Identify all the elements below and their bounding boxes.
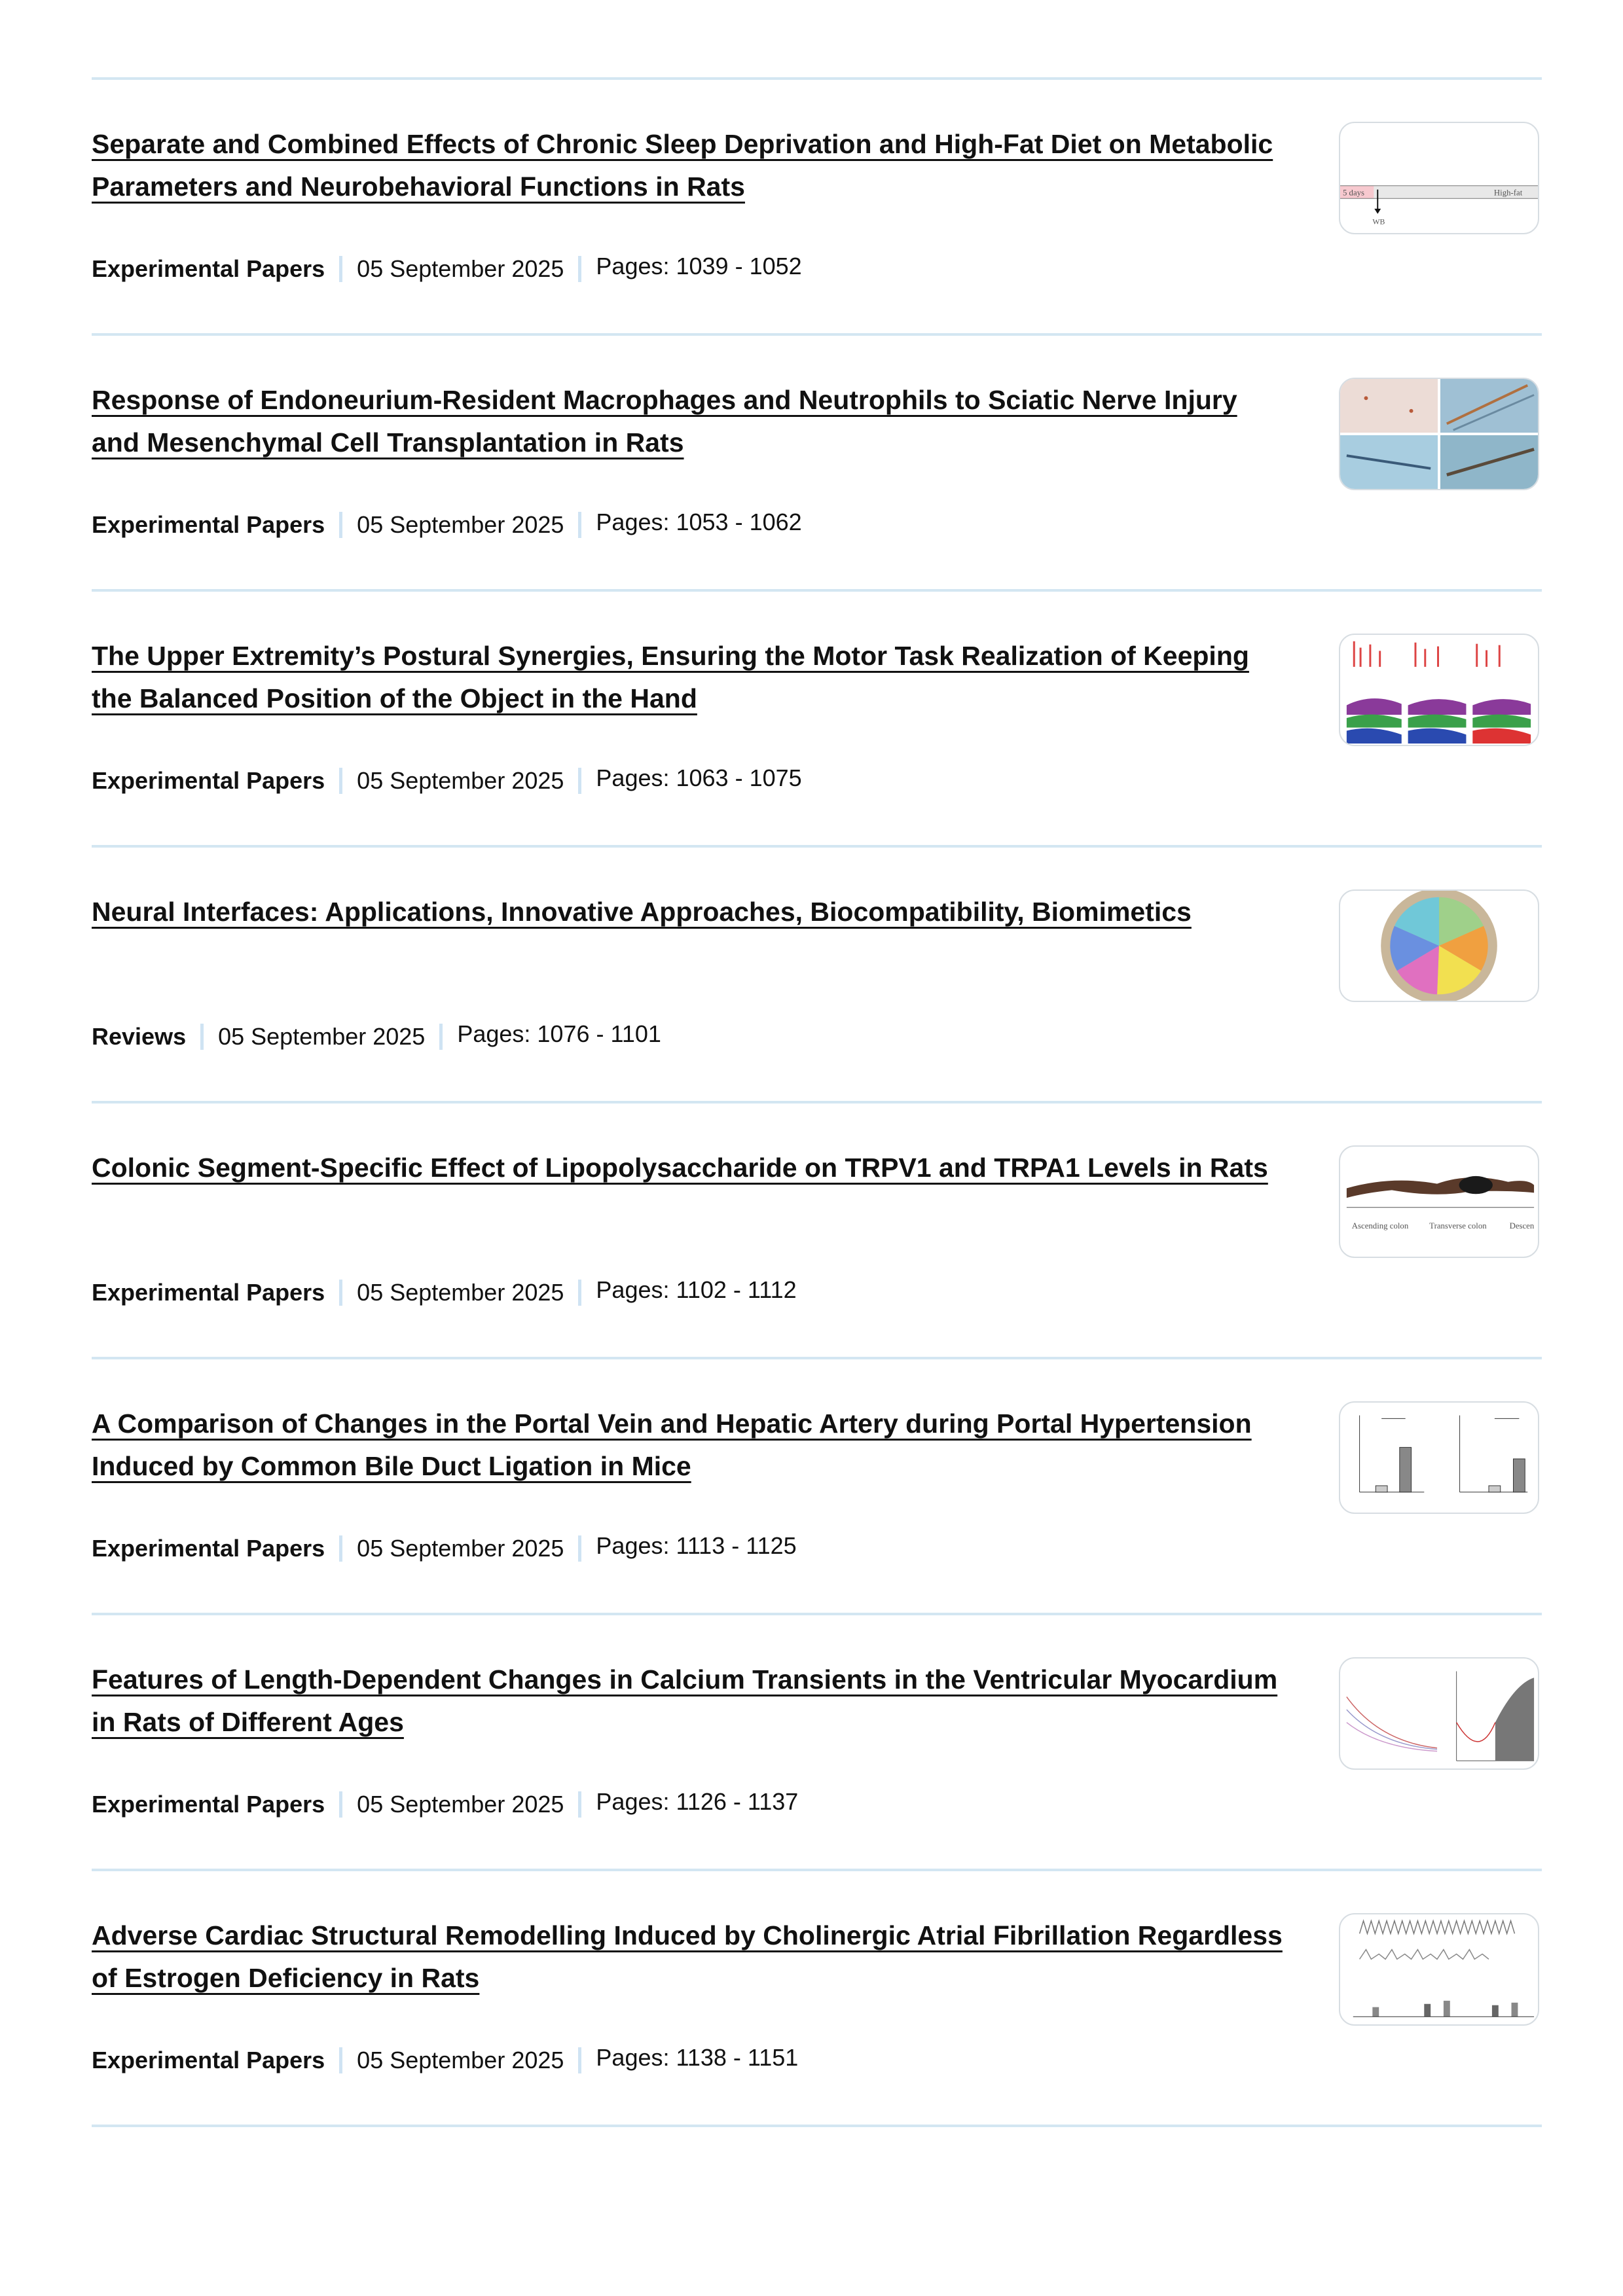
article-item (92, 1357, 1542, 1613)
svg-text:Transverse colon: Transverse colon (1429, 1221, 1487, 1231)
meta-separator (578, 256, 581, 282)
article-title (92, 891, 1290, 933)
article-pages: Pages: 1138 - 1151 (596, 2044, 799, 2071)
article-pages: Pages: 1053 - 1062 (596, 509, 802, 535)
article-meta (92, 1276, 797, 1306)
svg-text:5 days: 5 days (1342, 188, 1365, 198)
article-pages: Pages: 1076 - 1101 (457, 1020, 661, 1047)
article-title-link[interactable]: Separate and Combined Effects of Chronic Sleep Deprivation and High-Fat Diet on Metabolic Parameters and Neurobehavioral Functions in Rats (92, 129, 1273, 202)
meta-separator (578, 768, 581, 794)
article-item (92, 1101, 1542, 1357)
article-date: 05 September 2025 (357, 1791, 564, 1818)
meta-separator (439, 1024, 443, 1050)
article-item (92, 77, 1542, 333)
article-date: 05 September 2025 (357, 2047, 564, 2073)
article-thumbnail[interactable] (1339, 889, 1539, 1002)
article-pages: Pages: 1102 - 1112 (596, 1276, 797, 1303)
article-title-link[interactable]: A Comparison of Changes in the Portal Vein and Hepatic Artery during Portal Hypertension Induced by Common Bile Duct Ligation in Mice (92, 1408, 1252, 1481)
histology-figure (1340, 379, 1538, 489)
svg-text:Descen: Descen (1509, 1221, 1535, 1231)
meta-separator (339, 256, 342, 282)
article-title (92, 1403, 1290, 1488)
meta-separator (578, 1280, 581, 1306)
article-pages: Pages: 1039 - 1052 (596, 253, 802, 279)
article-type: Experimental Papers (92, 1279, 325, 1306)
article-item (92, 1613, 1542, 1869)
article-pages: Pages: 1126 - 1137 (596, 1788, 799, 1815)
article-type: Experimental Papers (92, 511, 325, 538)
article-item (92, 333, 1542, 589)
calcium-transient-figure (1340, 1659, 1538, 1768)
article-title (92, 635, 1290, 720)
svg-text:High-fat: High-fat (1493, 188, 1523, 198)
article-type: Experimental Papers (92, 767, 325, 794)
article-list (92, 77, 1542, 2127)
article-thumbnail[interactable] (1339, 1145, 1539, 1258)
article-title (92, 1914, 1290, 2000)
article-title-link[interactable]: Features of Length-Dependent Changes in Calcium Transients in the Ventricular Myocardium in Rats of Different Ages (92, 1664, 1278, 1737)
meta-separator (578, 512, 581, 538)
article-type: Experimental Papers (92, 2047, 325, 2073)
article-thumbnail[interactable] (1339, 378, 1539, 490)
meta-separator (339, 1791, 342, 1818)
article-title-link[interactable]: Response of Endoneurium-Resident Macrophages and Neutrophils to Sciatic Nerve Injury and Mesenchymal Cell Transplantation in Rats (92, 385, 1237, 457)
article-thumbnail[interactable] (1339, 122, 1539, 234)
article-meta (92, 1020, 661, 1050)
article-pages: Pages: 1063 - 1075 (596, 764, 802, 791)
article-meta (92, 511, 802, 539)
article-thumbnail[interactable] (1339, 1913, 1539, 2026)
article-pages: Pages: 1113 - 1125 (596, 1532, 797, 1559)
article-date: 05 September 2025 (357, 1279, 564, 1306)
article-meta (92, 764, 802, 795)
meta-separator (200, 1024, 204, 1050)
article-title (92, 379, 1290, 464)
article-thumbnail[interactable] (1339, 1401, 1539, 1514)
article-title-link[interactable]: The Upper Extremity’s Postural Synergies, Ensuring the Motor Task Realization of Keeping the Balanced Position of the Object in the Hand (92, 641, 1249, 713)
article-date: 05 September 2025 (218, 1023, 426, 1050)
meta-separator (578, 1535, 581, 1562)
meta-separator (339, 512, 342, 538)
meta-separator (339, 2047, 342, 2073)
article-title-link[interactable]: Adverse Cardiac Structural Remodelling Induced by Cholinergic Atrial Fibrillation Regardless of Estrogen Deficiency in Rats (92, 1920, 1283, 1993)
article-date: 05 September 2025 (357, 1535, 564, 1562)
article-type: Experimental Papers (92, 255, 325, 282)
svg-text:Ascending colon: Ascending colon (1351, 1221, 1409, 1231)
article-title (92, 1659, 1290, 1744)
timeline-figure (1340, 123, 1538, 233)
meta-separator (339, 768, 342, 794)
article-title-link[interactable]: Colonic Segment-Specific Effect of Lipopolysaccharide on TRPV1 and TRPA1 Levels in Rats (92, 1153, 1268, 1183)
article-meta (92, 2044, 799, 2074)
article-date: 05 September 2025 (357, 255, 564, 282)
article-type: Reviews (92, 1023, 187, 1050)
article-meta (92, 1788, 799, 1818)
article-title (92, 1147, 1290, 1189)
colon-figure (1340, 1147, 1538, 1257)
synergy-figure (1340, 635, 1538, 745)
article-item (92, 589, 1542, 845)
svg-text:WB: WB (1372, 217, 1385, 226)
article-meta (92, 1532, 797, 1562)
meta-separator (339, 1535, 342, 1562)
pie-wheel-figure (1340, 891, 1538, 1001)
meta-separator (578, 2047, 581, 2073)
bar-comparison-figure (1340, 1403, 1538, 1513)
meta-separator (578, 1791, 581, 1818)
article-title-link[interactable]: Neural Interfaces: Applications, Innovative Approaches, Biocompatibility, Biomimetics (92, 897, 1192, 927)
article-thumbnail[interactable] (1339, 1657, 1539, 1770)
article-title (92, 123, 1290, 208)
article-date: 05 September 2025 (357, 767, 564, 794)
article-type: Experimental Papers (92, 1535, 325, 1562)
meta-separator (339, 1280, 342, 1306)
article-meta (92, 255, 802, 283)
article-date: 05 September 2025 (357, 511, 564, 538)
article-item (92, 1869, 1542, 2125)
article-thumbnail[interactable] (1339, 634, 1539, 746)
article-type: Experimental Papers (92, 1791, 325, 1818)
ecg-figure (1340, 1914, 1538, 2024)
article-item (92, 845, 1542, 1101)
